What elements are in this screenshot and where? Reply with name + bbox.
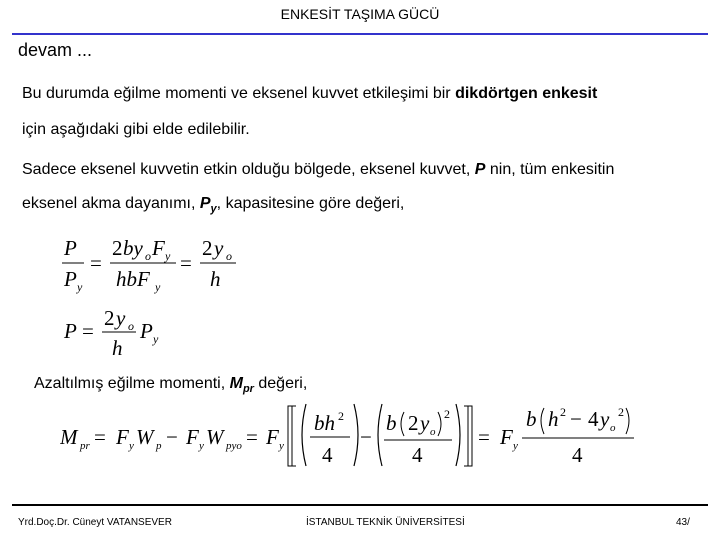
svg-text:b: b: [386, 411, 397, 435]
svg-text:4: 4: [412, 443, 423, 467]
svg-text:4: 4: [322, 443, 333, 467]
svg-text:W: W: [136, 425, 154, 449]
page-title: ENKESİT TAŞIMA GÜCÜ: [280, 6, 440, 22]
svg-text:y: y: [513, 440, 518, 452]
svg-text:P: P: [64, 267, 77, 291]
variable-mpr-subscript: pr: [242, 383, 254, 396]
svg-text:y: y: [279, 440, 284, 452]
svg-text:2: 2: [560, 405, 566, 419]
svg-text:2: 2: [104, 306, 115, 330]
variable-p: P: [474, 161, 486, 178]
paragraph-text: Azaltılmış eğilme momenti,: [34, 375, 230, 392]
paragraph-text: nin, tüm enkesitin: [485, 161, 615, 178]
svg-text:=: =: [478, 425, 490, 449]
header-divider: [12, 33, 708, 35]
svg-text:h: h: [210, 267, 221, 291]
svg-text:y: y: [153, 332, 159, 346]
svg-text:=: =: [90, 251, 102, 275]
paragraph-2-line-1: [22, 160, 614, 180]
equation-3: [60, 400, 650, 472]
svg-text:P: P: [140, 319, 153, 343]
paragraph-text: eksenel akma dayanımı,: [22, 195, 200, 212]
svg-text:o: o: [226, 249, 232, 263]
svg-text:F: F: [186, 425, 199, 449]
svg-text:2: 2: [112, 236, 123, 260]
svg-text:2: 2: [338, 409, 344, 423]
svg-text:P: P: [64, 319, 77, 343]
svg-text:p: p: [156, 440, 162, 452]
svg-text:y: y: [165, 249, 171, 263]
svg-text:y: y: [155, 280, 161, 294]
paragraph-2-line-2: [22, 194, 404, 219]
svg-text:b: b: [526, 407, 537, 431]
svg-text:y: y: [600, 407, 610, 431]
svg-text:o: o: [128, 319, 134, 333]
svg-text:bh: bh: [314, 411, 335, 435]
svg-text:−: −: [360, 425, 372, 449]
keyword-rectangular-section: dikdörtgen enkesit: [455, 85, 598, 102]
svg-text:=: =: [82, 319, 94, 343]
svg-text:−: −: [166, 425, 178, 449]
svg-text:o: o: [610, 422, 616, 434]
svg-text:4: 4: [588, 407, 599, 431]
svg-text:−: −: [570, 407, 582, 431]
svg-text:=: =: [94, 425, 106, 449]
svg-text:y: y: [116, 306, 126, 330]
footer-author: Yrd.Doç.Dr. Cüneyt VATANSEVER: [18, 517, 172, 528]
svg-text:2: 2: [202, 236, 213, 260]
svg-text:pr: pr: [80, 440, 90, 452]
svg-text:2: 2: [618, 405, 624, 419]
svg-text:F: F: [266, 425, 279, 449]
svg-text:hbF: hbF: [116, 267, 150, 291]
footer-page-number: 43/: [676, 517, 690, 528]
paragraph-text: değeri,: [253, 375, 308, 392]
svg-text:2: 2: [444, 407, 450, 421]
svg-text:y: y: [77, 280, 83, 294]
paragraph-1-line-1: [22, 84, 597, 104]
svg-text:=: =: [180, 251, 192, 275]
svg-text:4: 4: [572, 443, 583, 467]
variable-py: P: [199, 195, 211, 212]
paragraph-text: , kapasitesine göre değeri,: [216, 195, 405, 212]
svg-text:y: y: [214, 236, 224, 260]
svg-text:=: =: [246, 425, 258, 449]
svg-text:M: M: [60, 425, 78, 449]
svg-text:o: o: [430, 426, 436, 438]
footer-university: İSTANBUL TEKNİK ÜNİVERSİTESİ: [306, 517, 465, 528]
paragraph-1-line-2: için aşağıdaki gibi elde edilebilir.: [22, 121, 250, 138]
paragraph-text: Sadece eksenel kuvvetin etkin olduğu bölgede, eksenel kuvvet,: [22, 161, 475, 178]
svg-text:by: by: [123, 236, 143, 260]
svg-text:h: h: [548, 407, 559, 431]
svg-text:F: F: [116, 425, 129, 449]
svg-text:y: y: [420, 411, 430, 435]
svg-text:F: F: [500, 425, 513, 449]
svg-text:h: h: [112, 336, 123, 360]
paragraph-text: Bu durumda eğilme momenti ve eksenel kuvvet etkileşimi bir: [22, 85, 456, 102]
svg-text:y: y: [199, 440, 204, 452]
svg-text:W: W: [206, 425, 224, 449]
variable-py-subscript: y: [210, 203, 217, 216]
footer-divider: [12, 504, 708, 506]
svg-text:F: F: [152, 236, 165, 260]
svg-text:y: y: [129, 440, 134, 452]
equation-1: [60, 230, 250, 298]
paragraph-3: [34, 374, 307, 399]
equation-2: [60, 305, 170, 365]
svg-text:pyo: pyo: [226, 440, 242, 452]
section-subtitle: devam ...: [18, 40, 93, 60]
svg-text:P: P: [64, 236, 77, 260]
svg-text:2: 2: [408, 411, 419, 435]
variable-mpr: M: [229, 375, 243, 392]
svg-text:o: o: [145, 249, 151, 263]
